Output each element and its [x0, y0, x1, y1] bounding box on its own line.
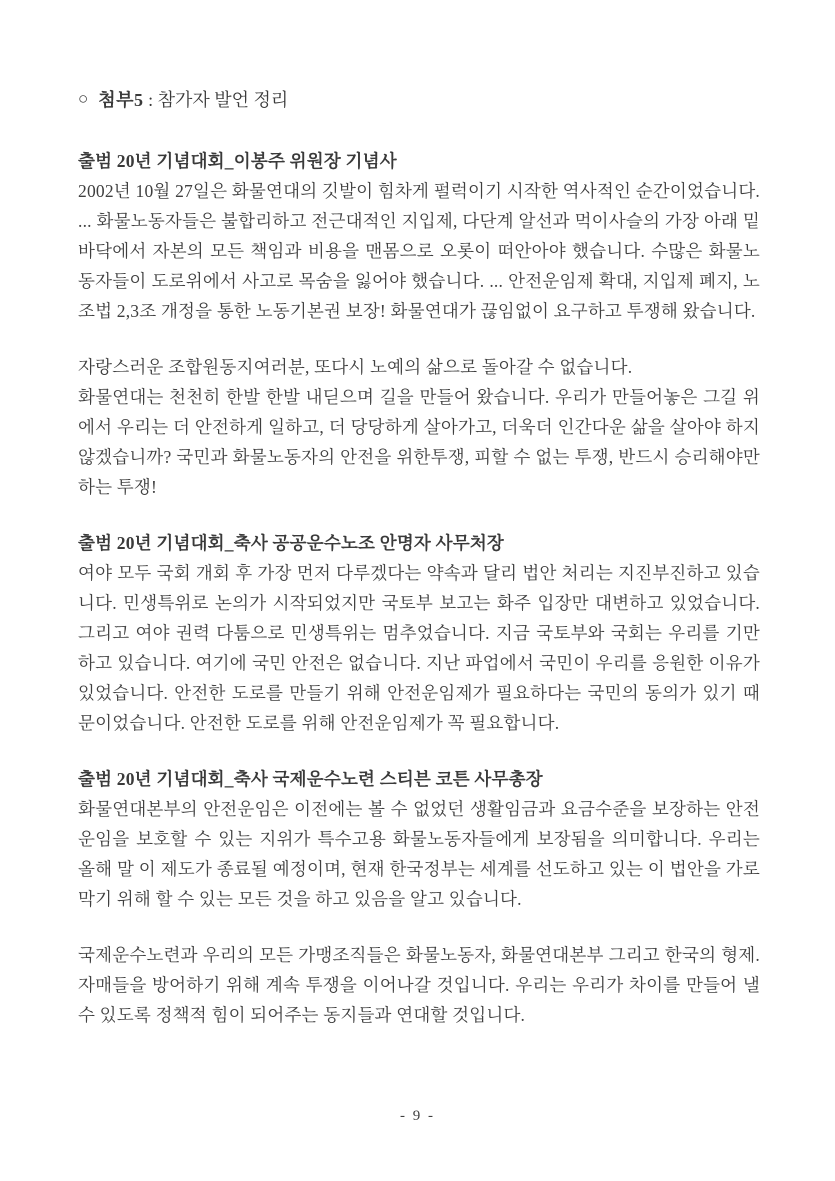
attachment-title: : 참가자 발언 정리 [143, 90, 289, 110]
section-speech-1 [78, 146, 760, 502]
circle-bullet-icon: ○ [78, 89, 89, 108]
attachment-header [78, 88, 760, 112]
section-speech-2 [78, 528, 760, 738]
paragraph: 2002년 10월 27일은 화물연대의 깃발이 힘차게 펄럭이기 시작한 역사적인 순간이었습니다. ... 화물노동자들은 불합리하고 전근대적인 지입제, 다단계 알선과 먹이사슬의 가장 아래 밑바닥에서 자본의 모든 책임과 비용을 맨몸으로 오롯이 떠안아야 했습니다. 수많은 화물노동자들이 도로위에서 사고로 목숨을 잃어야 했습니다. ... 안전운임제 확대, 지입제 폐지, 노조법 2,3조 개정을 통한 노동기본권 보장! 화물연대가 끊임없이 요구하고 투쟁해 왔습니다. [78, 181, 760, 321]
section-title: 출범 20년 기념대회_이봉주 위원장 기념사 [78, 151, 397, 171]
section-title: 출범 20년 기념대회_축사 공공운수노조 안명자 사무처장 [78, 533, 505, 553]
page-content [78, 88, 760, 1030]
paragraph: 화물연대는 천천히 한발 한발 내딛으며 길을 만들어 왔습니다. 우리가 만들어놓은 그길 위에서 우리는 더 안전하게 일하고, 더 당당하게 살아가고, 더욱더 인간다운 삶을 살아야 하지 않겠습니까? 국민과 화물노동자의 안전을 위한투쟁, 피할 수 없는 투쟁, 반드시 승리해야만 하는 투쟁! [78, 387, 760, 497]
attachment-number: 첨부5 [98, 90, 144, 110]
paragraph: 화물연대본부의 안전운임은 이전에는 볼 수 없었던 생활임금과 요금수준을 보장하는 안전운임을 보호할 수 있는 지위가 특수고용 화물노동자들에게 보장됨을 의미합니다. 우리는 올해 말 이 제도가 종료될 예정이며, 현재 한국정부는 세계를 선도하고 있는 이 법안을 가로막기 위해 할 수 있는 모든 것을 하고 있음을 알고 있습니다. [78, 799, 760, 909]
section-speech-3 [78, 764, 760, 1030]
section-title: 출범 20년 기념대회_축사 국제운수노련 스티븐 코튼 사무총장 [78, 769, 543, 789]
paragraph: 자랑스러운 조합원동지여러분, 또다시 노예의 삶으로 돌아갈 수 없습니다. [78, 357, 633, 377]
paragraph: 여야 모두 국회 개회 후 가장 먼저 다루겠다는 약속과 달리 법안 처리는 지진부진하고 있습니다. 민생특위로 논의가 시작되었지만 국토부 보고는 화주 입장만 대변하고 있었습니다. 그리고 여야 권력 다툼으로 민생특위는 멈추었습니다. 지금 국토부와 국회는 우리를 기만하고 있습니다. 여기에 국민 안전은 없습니다. 지난 파업에서 국민이 우리를 응원한 이유가 있었습니다. 안전한 도로를 만들기 위해 안전운임제가 필요하다는 국민의 동의가 있기 때문이었습니다. 안전한 도로를 위해 안전운임제가 꼭 필요합니다. [78, 563, 760, 733]
page-number: - 9 - [400, 1108, 435, 1124]
paragraph: 국제운수노련과 우리의 모든 가맹조직들은 화물노동자, 화물연대본부 그리고 한국의 형제.자매들을 방어하기 위해 계속 투쟁을 이어나갈 것입니다. 우리는 우리가 차이를 만들어 낼 수 있도록 정책적 힘이 되어주는 동지들과 연대할 것입니다. [78, 945, 760, 1025]
